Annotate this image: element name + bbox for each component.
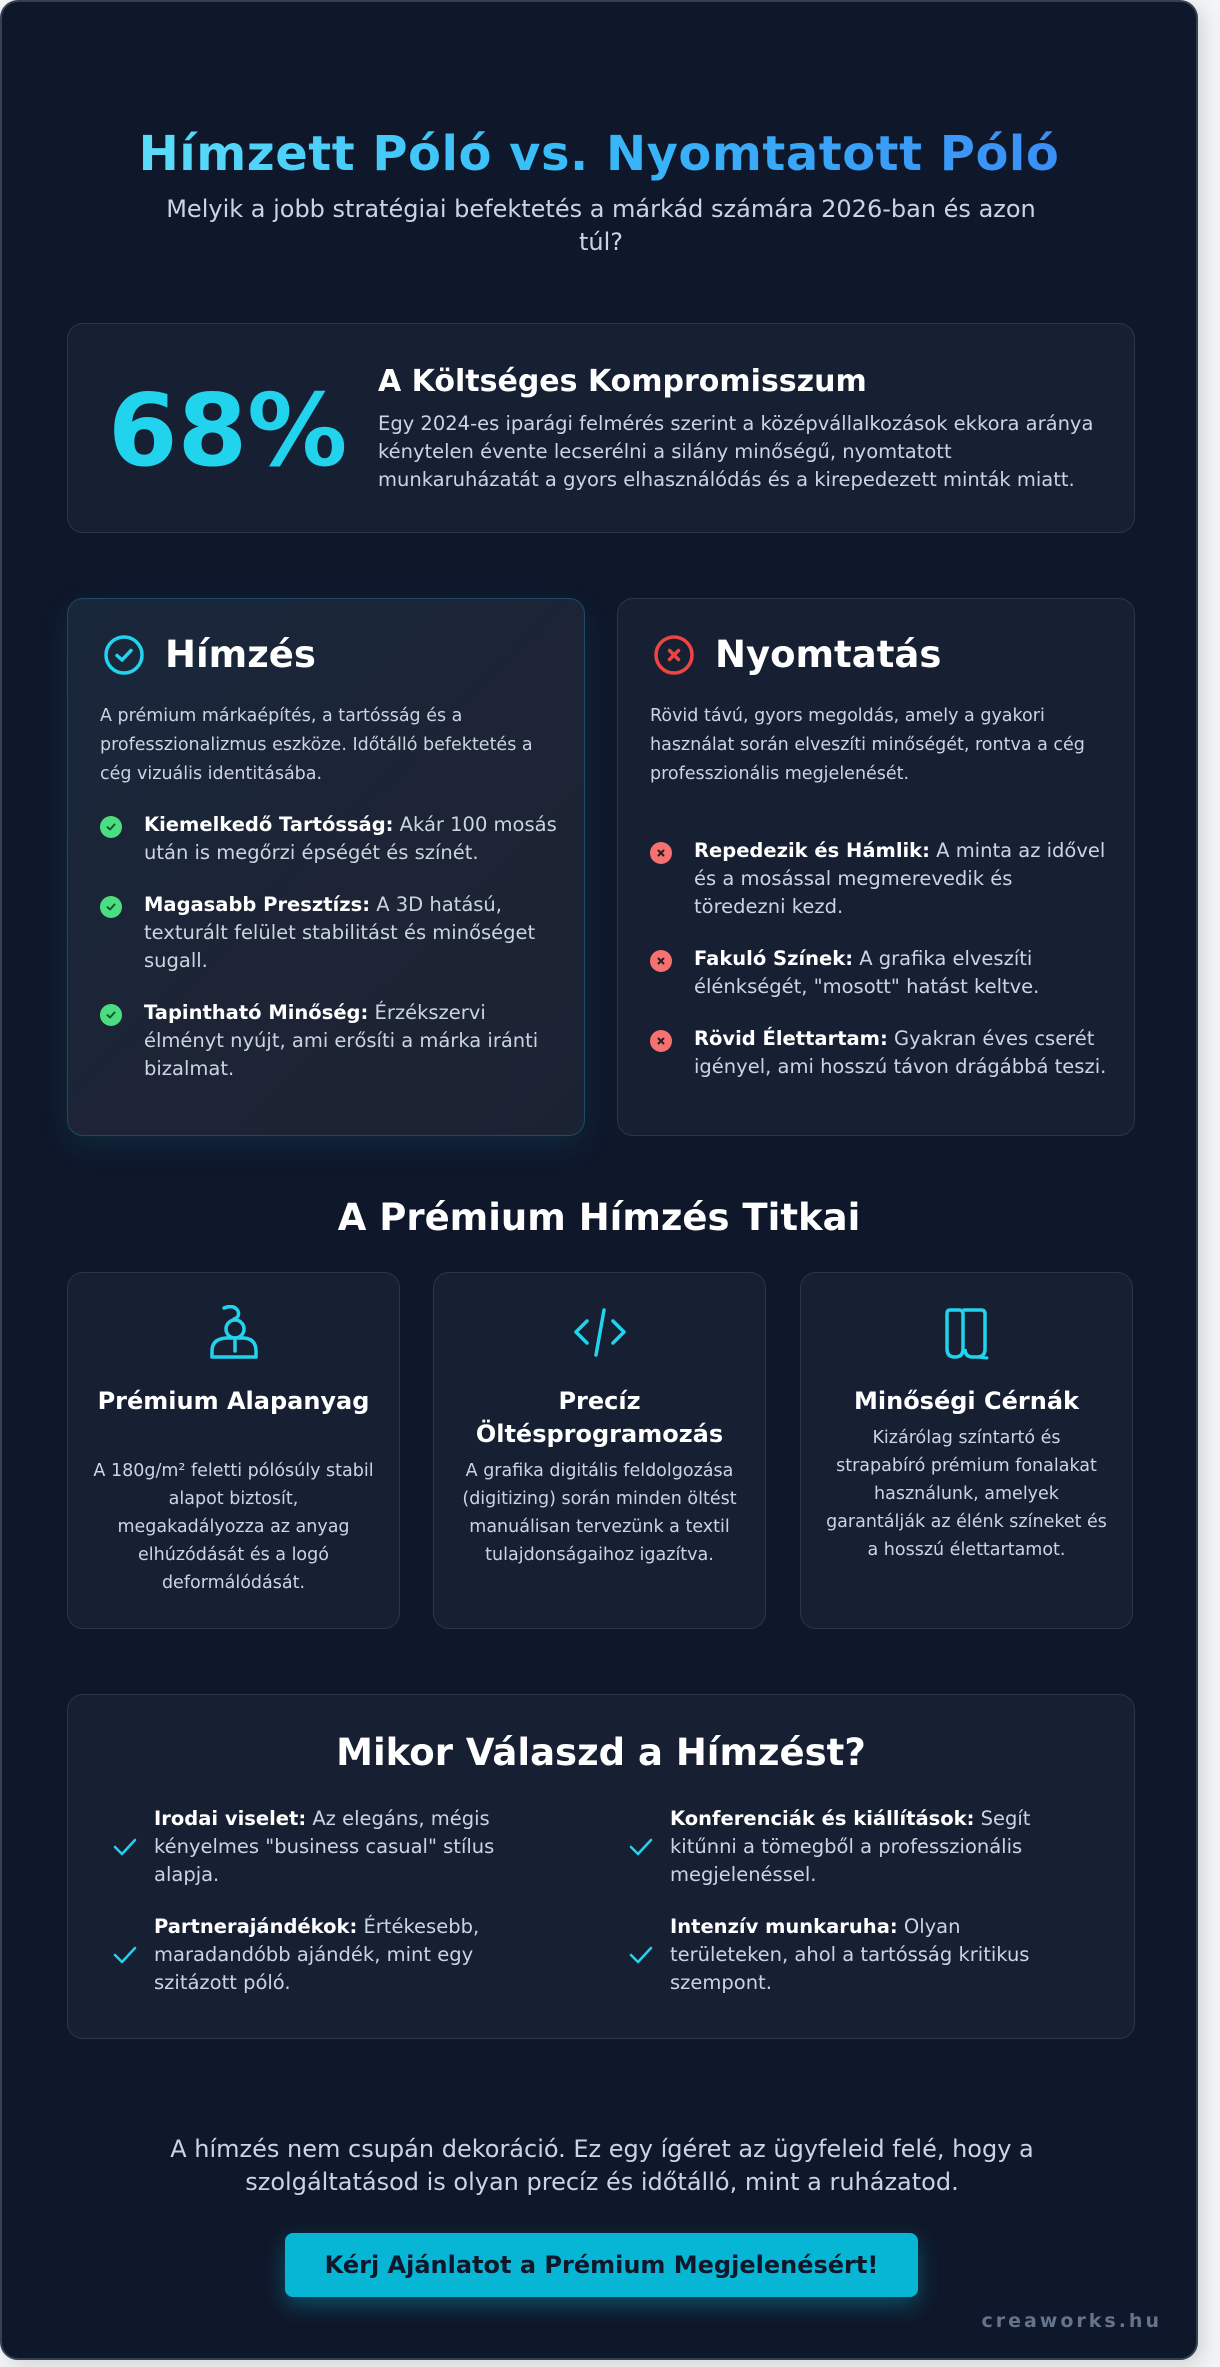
embroidery-title: Hímzés [165, 633, 316, 676]
embroidery-card [67, 598, 585, 1136]
stat-text: Egy 2024-es iparági felmérés szerint a középvállalkozások ekkora aránya kénytelen évente lecserélni a silány minőségű, nyomtatott munkaruházatát a gyors elhasználódás és a kirepedezett minták miatt. [378, 412, 1094, 491]
when-to-choose-card [67, 1694, 1135, 2039]
feature-title: Prémium Alapanyag [97, 1387, 370, 1415]
check-badge-icon [100, 896, 122, 918]
feature-text: Kizárólag színtartó és strapabíró prémium fonalakat használunk, amelyek garantálják az élénk színeket és a hosszú élettartamot. [826, 1428, 1107, 1560]
printing-cons-list [650, 837, 1110, 1105]
checkmark-icon [628, 1944, 654, 1966]
feature-text: A grafika digitális feldolgozása (digitizing) során minden öltést manuálisan tervezünk a textil tulajdonságaihoz igazítva. [462, 1461, 737, 1565]
list-item: Tapintható Minőség: Érzékszervi élményt nyújt, ami erősíti a márka iránti bizalmat. [100, 999, 560, 1083]
stat-value: 68% [108, 372, 348, 489]
list-item: Repedezik és Hámlik: A minta az idővel és a mosással megmerevedik és töredezni kezd. [650, 837, 1110, 921]
feature-card-quality-threads [800, 1272, 1133, 1629]
closing-statement: A hímzés nem csupán dekoráció. Ez egy ígéret az ügyfeleid felé, hogy a szolgáltatásod is olyan precíz és időtálló, mint a ruházatod. [170, 2135, 1034, 2196]
printing-header [653, 633, 941, 676]
list-item: Fakuló Színek: A grafika elveszíti élénkségét, "mosott" hatást keltve. [650, 945, 1110, 1001]
check-badge-icon [100, 1004, 122, 1026]
page-subtitle: Melyik a jobb stratégiai befektetés a márkád számára 2026-ban és azon túl? [166, 195, 1036, 256]
stat-card [67, 323, 1135, 533]
checkmark-icon [112, 1836, 138, 1858]
printing-card [617, 598, 1135, 1136]
embroidery-description: A prémium márkaépítés, a tartósság és a professzionalizmus eszköze. Időtálló befektetés a cég vizuális identitásába. [100, 706, 533, 784]
embroidery-pros-list [100, 811, 560, 1107]
x-badge-icon [650, 950, 672, 972]
request-quote-button[interactable]: Kérj Ajánlatot a Prémium Megjelenésért! [285, 2233, 918, 2297]
list-item: Irodai viselet: Az elegáns, mégis kényelmes "business casual" stílus alapja. [112, 1805, 532, 1889]
thread-spool-icon [937, 1305, 997, 1361]
user-tag-icon [204, 1305, 264, 1361]
feature-card-precise-digitizing [433, 1272, 766, 1629]
list-item: Partnerajándékok: Értékesebb, maradandóbb ajándék, mint egy szitázott póló. [112, 1913, 532, 1997]
stat-title: A Költséges Kompromisszum [378, 364, 867, 399]
list-item: Magasabb Presztízs: A 3D hatású, texturált felület stabilitást és minőséget sugall. [100, 891, 560, 975]
x-circle-icon [653, 634, 695, 676]
checkmark-icon [112, 1944, 138, 1966]
feature-text: A 180g/m² feletti pólósúly stabil alapot biztosít, megakadályozza az anyag elhúzódását és a logó deformálódását. [93, 1461, 374, 1593]
x-badge-icon [650, 842, 672, 864]
feature-title: Minőségi Cérnák [854, 1387, 1079, 1415]
brand-watermark: creaworks.hu [981, 2310, 1162, 2332]
check-badge-icon [100, 816, 122, 838]
printing-description: Rövid távú, gyors megoldás, amely a gyakori használat során elveszíti minőségét, rontva a cég professzionális megjelenését. [650, 706, 1085, 784]
when-title: Mikor Válaszd a Hímzést? [336, 1731, 866, 1774]
page-title: Hímzett Póló vs. Nyomtatott Póló [2, 122, 1196, 186]
list-item: Rövid Élettartam: Gyakran éves cserét igényel, ami hosszú távon drágábbá teszi. [650, 1025, 1110, 1081]
list-item: Intenzív munkaruha: Olyan területeken, ahol a tartósság kritikus szempont. [628, 1913, 1048, 1997]
checkmark-icon [628, 1836, 654, 1858]
embroidery-header [103, 633, 316, 676]
code-icon [570, 1305, 630, 1361]
x-badge-icon [650, 1030, 672, 1052]
feature-title: Precíz Öltésprogramozás [475, 1387, 724, 1448]
list-item: Kiemelkedő Tartósság: Akár 100 mosás után is megőrzi épségét és színét. [100, 811, 560, 867]
list-item: Konferenciák és kiállítások: Segít kitűnni a tömegből a professzionális megjelenéssel. [628, 1805, 1048, 1889]
printing-title: Nyomtatás [715, 633, 942, 676]
secrets-title: A Prémium Hímzés Titkai [337, 1196, 861, 1239]
check-circle-icon [103, 634, 145, 676]
feature-card-premium-material [67, 1272, 400, 1629]
